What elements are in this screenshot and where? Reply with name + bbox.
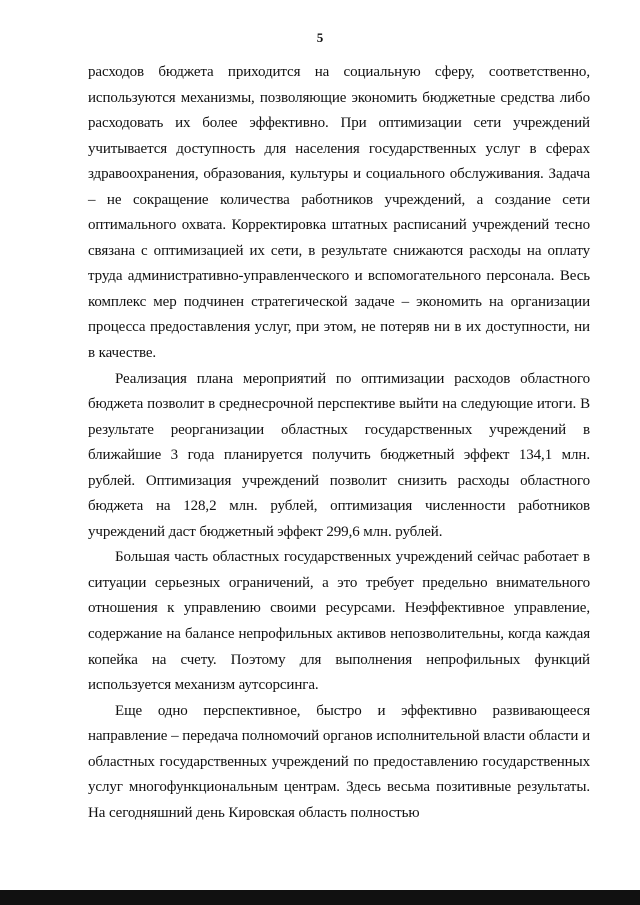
document-body — [88, 60, 590, 826]
paragraph-3: Большая часть областных государственных учреждений сейчас работает в ситуации серьезных ограничений, а это требует предельно внимательного отношения к управлению своими ресурсами. Неэффективное управление, содержание на балансе непрофильных активов непозволительны, когда каждая копейка на счету. Поэтому для выполнения непрофильных функций используется механизм аутсорсинга. — [88, 549, 590, 694]
page-number: 5 — [316, 30, 324, 45]
paragraph-2: Реализация плана мероприятий по оптимизации расходов областного бюджета позволит в среднесрочной перспективе выйти на следующие итоги. В результате реорганизации областных государственных учреждений в ближайшие 3 года планируется получить бюджетный эффект 134,1 млн. рублей. Оптимизация учреждений позволит снизить расходы областного бюджета на 128,2 млн. рублей, оптимизация численности работников учреждений даст бюджетный эффект 299,6 млн. рублей. — [88, 370, 590, 540]
scan-edge-bar — [0, 890, 640, 905]
paragraph-4: Еще одно перспективное, быстро и эффективно развивающееся направление – передача полномочий органов исполнительной власти области и областных государственных учреждений по предоставлению государственных услуг многофункциональным центрам. Здесь весьма позитивные результаты. На сегодняшний день Кировская область полностью — [88, 702, 590, 821]
paragraph-1: расходов бюджета приходится на социальную сферу, соответственно, используются механизмы, позволяющие экономить бюджетные средства либо расходовать их более эффективно. При оптимизации сети учреждений учитывается доступность для населения государственных услуг в сферах здравоохранения, образования, культуры и социального обслуживания. Задача – не сокращение количества работников учреждений, а создание сети оптимального охвата. Корректировка штатных расписаний учреждений тесно связана с оптимизацией их сети, в результате снижаются расходы на оплату труда административно-управленческого и вспомогательного персонала. Весь комплекс мер подчинен стратегической задаче – экономить на организации процесса предоставления услуг, при этом, не потеряв ни в их доступности, ни в качестве. — [88, 64, 590, 362]
